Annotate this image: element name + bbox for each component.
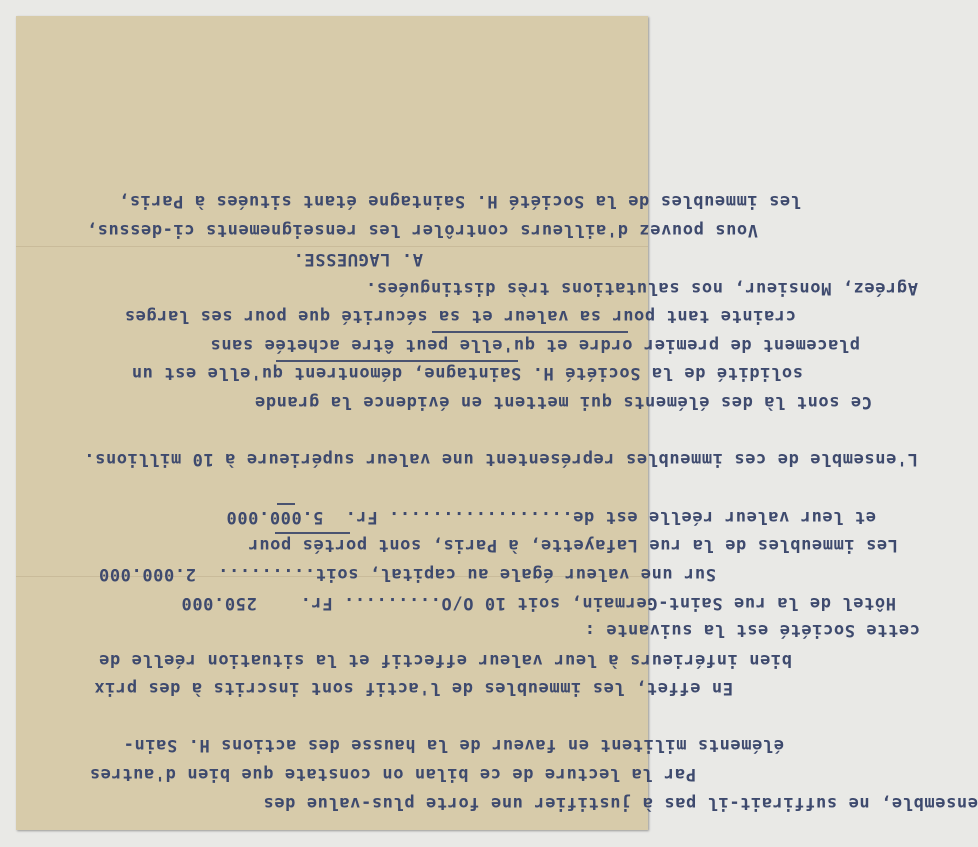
underline [277,503,295,505]
text-line: Sur une valeur égale au capital, soit......... 2.000.000 [98,564,716,584]
underline [432,331,628,333]
text-line: solidité de la Société H. Saintagne, démontrent qu'elle est un [131,363,803,383]
text-line: Agréez, Monsieur, nos salutations très distinguées. [365,278,918,298]
text-line: placement de premier ordre et qu'elle peut être achetée sans [209,335,860,355]
text-line: ensemble, ne suffirait-il pas à justifier une forte plus-value des [262,793,978,813]
text-line: éléments militent en faveur de la hausse des actions H. Sain- [123,735,784,755]
text-line: crainte tant pour sa valeur et sa sécurité que pour ses larges [124,306,796,326]
text-line: et leur valeur réelle est de................. Fr. 5.000.000 [225,507,876,527]
text-line: Ce sont là des éléments qui mettent en évidence la grande [254,392,872,412]
document-page [16,16,978,830]
underline [276,360,518,362]
text-line: Hôtel de la rue Saint-Germain, soit 10 O/O......... Fr. 250.000 [180,593,896,613]
signature-name: A. LAGUESSE. [292,249,423,269]
typed-text-block [16,16,978,830]
text-line: cette Société est la suivante : [584,620,920,640]
text-line: bien inférieurs à leur valeur effectif et la situation réelle de [98,650,792,670]
text-line: Par la lecture de ce bilan on constate que bien d'autres [89,764,696,784]
text-line: Les immeubles de la rue Lafayette, à Paris, sont portés pour [247,535,898,555]
text-line: L'ensemble de ces immeubles représentent une valeur supérieure à 10 millions. [83,449,918,469]
underline [275,532,350,534]
text-line: les immeubles de la Société H. Saintagne étant situées à Paris, [118,191,801,211]
text-line: En effet, les immeubles de l'actif sont inscrits à des prix [93,678,733,698]
text-line: Vous pouvez d'ailleurs contrôler les renseignements ci-dessus, [86,220,758,240]
